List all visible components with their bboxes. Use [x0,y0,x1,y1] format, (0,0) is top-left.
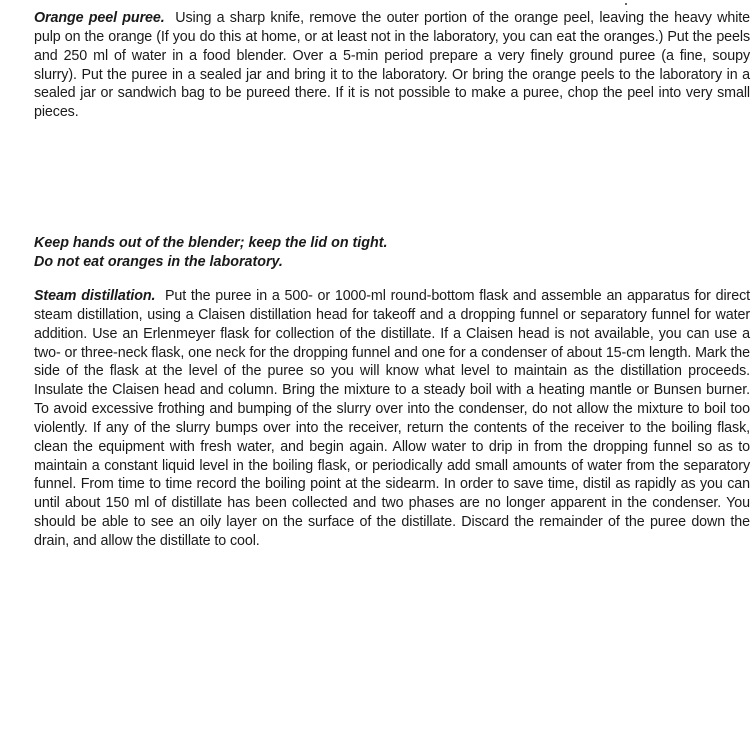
warning-blender: Keep hands out of the blender; keep the lid on tight. [34,235,388,251]
scan-speck [625,3,627,5]
steam-distillation-heading: Steam distillation. [34,288,156,304]
safety-warnings [34,234,750,272]
orange-peel-puree-heading: Orange peel puree. [34,10,165,26]
steam-distillation-text: Put the puree in a 500- or 1000-ml round-bottom flask and assemble an apparatus for direct steam distillation, using a Claisen distillation head for takeoff and a dropping funnel or separatory funnel for water addition. Use an Erlenmeyer flask for collection of the distillate. If a Claisen head is not available, you can use a two- or three-neck flask, one neck for the dropping funnel and one for a condenser of about 15-cm length. Mark the side of the flask at the level of the puree so you will know what level to maintain as the distillation proceeds. Insulate the Claisen head and column. Bring the mixture to a steady boil with a heating mantle or Bunsen burner. To avoid excessive frothing and bumping of the slurry over into the condenser, do not allow the mixture to boil too violently. If any of the slurry bumps over into the receiver, return the contents of the receiver to the boiling flask, clean the equipment with fresh water, and begin again. Allow water to drip in from the dropping funnel so as to maintain a constant liquid level in the boiling flask, or periodically add small amounts of water from the separatory funnel. From time to time record the boiling point at the sidearm. In order to save time, distil as rapidly as you can until about 150 ml of distillate has been collected and two phases are no longer apparent in the condenser. You should be able to see an oily layer on the surface of the distillate. Discard the remainder of the puree down the drain, and allow the distillate to cool. [34,288,750,549]
orange-peel-puree-paragraph [34,9,750,122]
orange-peel-puree-text: Using a sharp knife, remove the outer portion of the orange peel, leaving the heavy white pulp on the orange (If you do this at home, or at least not in the laboratory, you can eat the oranges.) Put the peels and 250 ml of water in a food blender. Over a 5-min period prepare a very finely ground puree (a fine, soupy slurry). Put the puree in a sealed jar and bring it to the laboratory. Or bring the orange peels to the laboratory in a sealed jar or sandwich bag to be pureed there. If it is not possible to make a puree, chop the peel into very small pieces. [34,10,750,121]
steam-distillation-paragraph [34,287,750,551]
warning-no-eating: Do not eat oranges in the laboratory. [34,253,283,270]
